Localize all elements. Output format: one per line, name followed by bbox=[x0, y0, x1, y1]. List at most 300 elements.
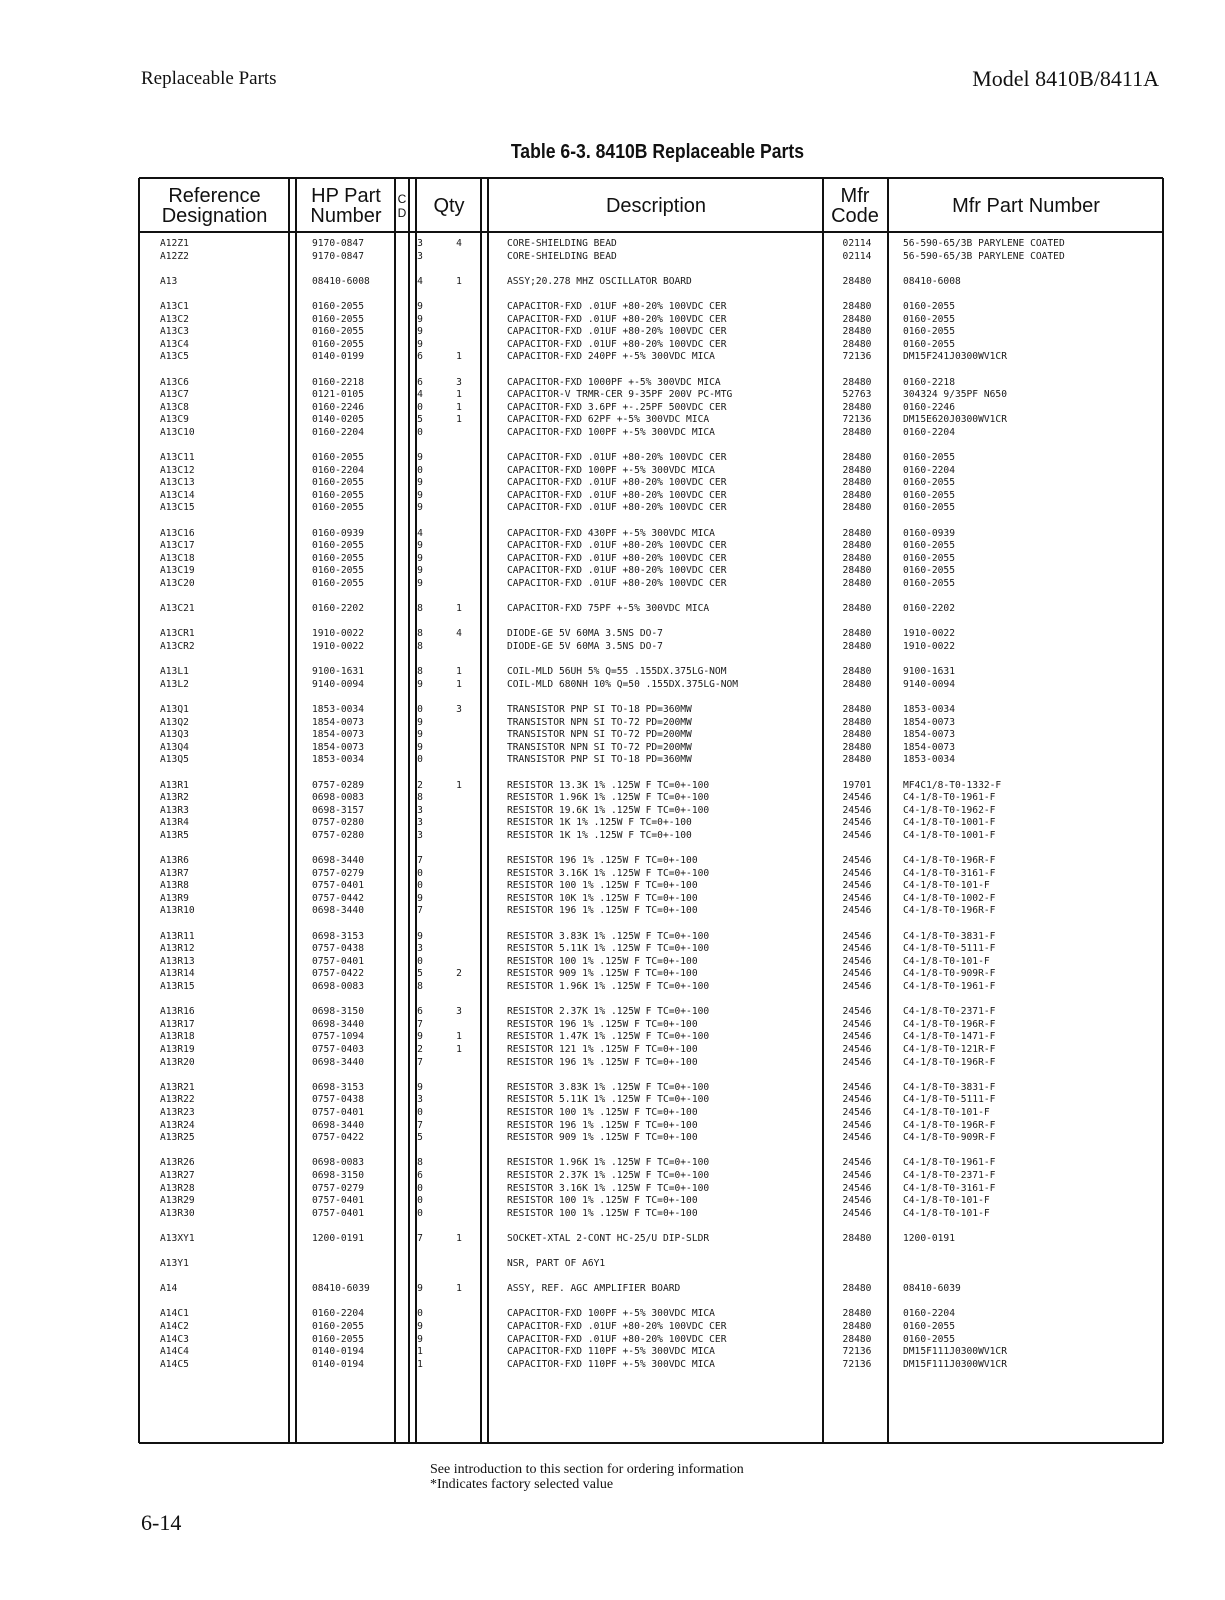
cd-digit: 9 bbox=[417, 552, 423, 564]
table-row bbox=[0, 868, 1225, 881]
description: CAPACITOR-FXD .01UF +80-20% 100VDC CER bbox=[507, 313, 727, 325]
mfr-code: 24546 bbox=[842, 968, 872, 980]
mfr-code: 19701 bbox=[842, 779, 872, 791]
table-row bbox=[0, 251, 1225, 264]
hp-part-number: 1853-0034 bbox=[312, 703, 364, 715]
description: TRANSISTOR NPN SI TO-72 PD=200MW bbox=[507, 716, 692, 728]
mfr-code: 28480 bbox=[842, 300, 872, 312]
ref-designation: A13C8 bbox=[160, 401, 189, 413]
mfr-part-number: C4-1/8-T0-1002-F bbox=[903, 892, 996, 904]
ref-designation: A13R14 bbox=[160, 968, 195, 980]
cd-digit: 6 bbox=[417, 351, 423, 363]
mfr-part-number: 0160-2055 bbox=[903, 552, 955, 564]
ref-designation: A13C15 bbox=[160, 502, 195, 514]
table-row bbox=[0, 1057, 1225, 1070]
ref-designation: A13R20 bbox=[160, 1056, 195, 1068]
ref-designation: A13R3 bbox=[160, 804, 189, 816]
cd-digit: 7 bbox=[417, 1056, 423, 1068]
col-header-reference-designation: Reference Designation bbox=[161, 185, 268, 227]
mfr-code: 28480 bbox=[842, 741, 872, 753]
hp-part-number: 0140-0199 bbox=[312, 351, 364, 363]
cd-digit: 9 bbox=[417, 313, 423, 325]
cd-digit: 3 bbox=[417, 250, 423, 262]
mfr-code: 28480 bbox=[842, 452, 872, 464]
cd-digit: 9 bbox=[417, 729, 423, 741]
cd-digit: 7 bbox=[417, 1018, 423, 1030]
description: RESISTOR 10K 1% .125W F TC=0+-100 bbox=[507, 892, 698, 904]
cd-digit: 9 bbox=[417, 565, 423, 577]
hp-part-number: 0757-0442 bbox=[312, 892, 364, 904]
description: TRANSISTOR NPN SI TO-72 PD=200MW bbox=[507, 729, 692, 741]
description: RESISTOR 2.37K 1% .125W F TC=0+-100 bbox=[507, 1006, 710, 1018]
mfr-code: 24546 bbox=[842, 880, 872, 892]
mfr-code: 28480 bbox=[842, 1308, 872, 1320]
group-spacer bbox=[0, 1069, 1225, 1082]
description: CAPACITOR-FXD 110PF +-5% 300VDC MICA bbox=[507, 1358, 715, 1370]
ref-designation: A13R28 bbox=[160, 1182, 195, 1194]
hp-part-number: 0757-0438 bbox=[312, 943, 364, 955]
factory-selected-note: *Indicates factory selected value bbox=[430, 1477, 614, 1492]
description: CAPACITOR-FXD .01UF +80-20% 100VDC CER bbox=[507, 489, 727, 501]
mfr-code: 24546 bbox=[842, 905, 872, 917]
table-row bbox=[0, 490, 1225, 503]
mfr-part-number: 0160-2055 bbox=[903, 326, 955, 338]
table-row bbox=[0, 427, 1225, 440]
mfr-code: 28480 bbox=[842, 1232, 872, 1244]
mfr-part-number: 0160-2055 bbox=[903, 578, 955, 590]
hp-part-number: 0757-0401 bbox=[312, 1106, 364, 1118]
ref-designation: A13R5 bbox=[160, 829, 189, 841]
hp-part-number: 9140-0094 bbox=[312, 678, 364, 690]
mfr-part-number: 08410-6039 bbox=[903, 1283, 961, 1295]
hp-part-number: 0160-2055 bbox=[312, 489, 364, 501]
col-header-cd: C D bbox=[397, 192, 407, 220]
page-number: 6-14 bbox=[141, 1510, 182, 1535]
description: CORE-SHIELDING BEAD bbox=[507, 238, 617, 249]
description: CAPACITOR-FXD 430PF +-5% 300VDC MICA bbox=[507, 527, 715, 539]
table-row bbox=[0, 565, 1225, 578]
cd-digit: 5 bbox=[417, 414, 423, 426]
hp-part-number: 0757-0438 bbox=[312, 1094, 364, 1106]
mfr-code: 28480 bbox=[842, 502, 872, 514]
qty: 1 bbox=[456, 678, 462, 690]
hp-part-number: 0757-0280 bbox=[312, 817, 364, 829]
description: RESISTOR 3.16K 1% .125W F TC=0+-100 bbox=[507, 1182, 710, 1194]
mfr-part-number: 1910-0022 bbox=[903, 628, 955, 640]
description: CAPACITOR-FXD 62PF +-5% 300VDC MICA bbox=[507, 414, 710, 426]
hp-part-number: 0160-2055 bbox=[312, 313, 364, 325]
ref-designation: A13R1 bbox=[160, 779, 189, 791]
description: CAPACITOR-FXD .01UF +80-20% 100VDC CER bbox=[507, 552, 727, 564]
group-spacer bbox=[0, 1296, 1225, 1309]
cd-digit: 6 bbox=[417, 1006, 423, 1018]
ref-designation: A12Z2 bbox=[160, 250, 189, 262]
group-spacer bbox=[0, 654, 1225, 667]
group-spacer bbox=[0, 918, 1225, 931]
hp-part-number: 9170-0847 bbox=[312, 238, 364, 249]
hp-part-number: 0698-0083 bbox=[312, 792, 364, 804]
mfr-part-number: C4-1/8-T0-909R-F bbox=[903, 968, 996, 980]
description: DIODE-GE 5V 60MA 3.5NS DO-7 bbox=[507, 641, 663, 652]
description: RESISTOR 1.96K 1% .125W F TC=0+-100 bbox=[507, 1157, 710, 1169]
table-row bbox=[0, 981, 1225, 994]
description: RESISTOR 100 1% .125W F TC=0+-100 bbox=[507, 1207, 698, 1219]
hp-part-number: 0160-2055 bbox=[312, 1321, 364, 1333]
table-row bbox=[0, 578, 1225, 591]
hp-part-number: 0160-2055 bbox=[312, 477, 364, 489]
cd-digit: 5 bbox=[417, 968, 423, 980]
cd-digit: 0 bbox=[417, 754, 423, 766]
table-row bbox=[0, 805, 1225, 818]
hp-part-number: 9170-0847 bbox=[312, 250, 364, 262]
ref-designation: A12Z1 bbox=[160, 238, 189, 249]
ref-designation: A13R15 bbox=[160, 981, 195, 993]
ref-designation: A14 bbox=[160, 1283, 178, 1295]
cd-digit: 0 bbox=[417, 464, 423, 476]
mfr-part-number: C4-1/8-T0-3831-F bbox=[903, 1081, 996, 1093]
hp-part-number: 0757-0289 bbox=[312, 779, 364, 791]
cd-digit: 0 bbox=[417, 1207, 423, 1219]
ref-designation: A13R21 bbox=[160, 1081, 195, 1093]
hp-part-number: 0160-2246 bbox=[312, 401, 364, 413]
description: CAPACITOR-FXD .01UF +80-20% 100VDC CER bbox=[507, 452, 727, 464]
hp-part-number: 0160-2055 bbox=[312, 578, 364, 590]
table-row bbox=[0, 893, 1225, 906]
mfr-part-number: 0160-2055 bbox=[903, 502, 955, 514]
table-row bbox=[0, 931, 1225, 944]
table-row bbox=[0, 1183, 1225, 1196]
ref-designation: A13R26 bbox=[160, 1157, 195, 1169]
cd-digit: 7 bbox=[417, 1232, 423, 1244]
qty: 1 bbox=[456, 1232, 462, 1244]
mfr-code: 28480 bbox=[842, 628, 872, 640]
group-spacer bbox=[0, 691, 1225, 704]
description: RESISTOR 3.16K 1% .125W F TC=0+-100 bbox=[507, 867, 710, 879]
description: RESISTOR 19.6K 1% .125W F TC=0+-100 bbox=[507, 804, 710, 816]
mfr-part-number: 0160-2055 bbox=[903, 477, 955, 489]
mfr-part-number: 0160-2055 bbox=[903, 1321, 955, 1333]
hp-part-number: 0160-2055 bbox=[312, 502, 364, 514]
mfr-code: 24546 bbox=[842, 1094, 872, 1106]
cd-digit: 8 bbox=[417, 603, 423, 615]
mfr-part-number: 0160-2055 bbox=[903, 540, 955, 552]
mfr-code: 24546 bbox=[842, 867, 872, 879]
mfr-code: 24546 bbox=[842, 1207, 872, 1219]
group-spacer bbox=[0, 263, 1225, 276]
cd-digit: 9 bbox=[417, 477, 423, 489]
hp-part-number: 1854-0073 bbox=[312, 716, 364, 728]
cd-digit: 9 bbox=[417, 1031, 423, 1043]
ref-designation: A13C18 bbox=[160, 552, 195, 564]
table-row bbox=[0, 830, 1225, 843]
mfr-part-number: 0160-0939 bbox=[903, 527, 955, 539]
table-row bbox=[0, 956, 1225, 969]
mfr-part-number: C4-1/8-T0-101-F bbox=[903, 955, 990, 967]
mfr-code: 28480 bbox=[842, 678, 872, 690]
col-header-qty: Qty bbox=[433, 195, 465, 217]
cd-digit: 9 bbox=[417, 578, 423, 590]
hp-part-number: 1910-0022 bbox=[312, 628, 364, 640]
table-row bbox=[0, 880, 1225, 893]
mfr-part-number: 1854-0073 bbox=[903, 741, 955, 753]
mfr-part-number: 0160-2055 bbox=[903, 565, 955, 577]
mfr-code: 28480 bbox=[842, 376, 872, 388]
group-spacer bbox=[0, 515, 1225, 528]
group-spacer bbox=[0, 364, 1225, 377]
cd-digit: 5 bbox=[417, 1132, 423, 1144]
cd-digit: 9 bbox=[417, 540, 423, 552]
table-row bbox=[0, 641, 1225, 654]
hp-part-number: 0698-3440 bbox=[312, 855, 364, 867]
cd-digit: 0 bbox=[417, 955, 423, 967]
description: COIL-MLD 680NH 10% Q=50 .155DX.375LG-NOM bbox=[507, 678, 739, 690]
hp-part-number: 0698-3150 bbox=[312, 1006, 364, 1018]
table-row bbox=[0, 477, 1225, 490]
hp-part-number: 08410-6008 bbox=[312, 275, 370, 287]
cd-digit: 9 bbox=[417, 338, 423, 350]
mfr-code: 24546 bbox=[842, 1157, 872, 1169]
description: TRANSISTOR PNP SI TO-18 PD=360MW bbox=[507, 754, 692, 766]
qty: 1 bbox=[456, 1031, 462, 1043]
ref-designation: A13R22 bbox=[160, 1094, 195, 1106]
table-row bbox=[0, 1208, 1225, 1221]
cd-digit: 8 bbox=[417, 1157, 423, 1169]
mfr-code: 28480 bbox=[842, 603, 872, 615]
qty: 1 bbox=[456, 275, 462, 287]
ref-designation: A13C1 bbox=[160, 300, 189, 312]
mfr-part-number: C4-1/8-T0-1001-F bbox=[903, 829, 996, 841]
description: CAPACITOR-FXD .01UF +80-20% 100VDC CER bbox=[507, 300, 727, 312]
description: COIL-MLD 56UH 5% Q=55 .155DX.375LG-NOM bbox=[507, 666, 727, 678]
table-row bbox=[0, 943, 1225, 956]
group-spacer bbox=[0, 1271, 1225, 1284]
group-spacer bbox=[0, 440, 1225, 453]
mfr-code: 72136 bbox=[842, 1346, 872, 1358]
table-row bbox=[0, 402, 1225, 415]
mfr-part-number: C4-1/8-T0-5111-F bbox=[903, 1094, 996, 1106]
mfr-part-number: 0160-2055 bbox=[903, 338, 955, 350]
ref-designation: A13R4 bbox=[160, 817, 189, 829]
hp-part-number: 0698-3153 bbox=[312, 930, 364, 942]
ref-designation: A13R7 bbox=[160, 867, 189, 879]
cd-digit: 3 bbox=[417, 1094, 423, 1106]
mfr-part-number: C4-1/8-T0-101-F bbox=[903, 1106, 990, 1118]
ref-designation: A13C20 bbox=[160, 578, 195, 590]
cd-digit: 0 bbox=[417, 1182, 423, 1194]
cd-digit: 8 bbox=[417, 628, 423, 640]
ref-designation: A13C17 bbox=[160, 540, 195, 552]
mfr-part-number: 1854-0073 bbox=[903, 729, 955, 741]
description: RESISTOR 196 1% .125W F TC=0+-100 bbox=[507, 855, 698, 867]
mfr-code: 28480 bbox=[842, 489, 872, 501]
ref-designation: A13R29 bbox=[160, 1195, 195, 1207]
qty: 1 bbox=[456, 779, 462, 791]
mfr-code: 28480 bbox=[842, 578, 872, 590]
mfr-part-number: C4-1/8-T0-196R-F bbox=[903, 1056, 996, 1068]
table-row bbox=[0, 780, 1225, 793]
cd-digit: 7 bbox=[417, 1119, 423, 1131]
qty: 1 bbox=[456, 351, 462, 363]
running-header-section: Replaceable Parts bbox=[141, 68, 277, 89]
cd-digit: 8 bbox=[417, 981, 423, 993]
mfr-part-number: 1854-0073 bbox=[903, 716, 955, 728]
mfr-part-number: C4-1/8-T0-2371-F bbox=[903, 1169, 996, 1181]
description: ASSY;20.278 MHZ OSCILLATOR BOARD bbox=[507, 275, 692, 287]
ref-designation: A13R17 bbox=[160, 1018, 195, 1030]
table-row bbox=[0, 666, 1225, 679]
ref-designation: A13R10 bbox=[160, 905, 195, 917]
hp-part-number: 0121-0105 bbox=[312, 389, 364, 401]
hp-part-number: 1853-0034 bbox=[312, 754, 364, 766]
description: RESISTOR 196 1% .125W F TC=0+-100 bbox=[507, 1056, 698, 1068]
mfr-code: 24546 bbox=[842, 1056, 872, 1068]
description: RESISTOR 100 1% .125W F TC=0+-100 bbox=[507, 880, 698, 892]
table-row bbox=[0, 1019, 1225, 1032]
mfr-code: 24546 bbox=[842, 1018, 872, 1030]
mfr-part-number: C4-1/8-T0-196R-F bbox=[903, 905, 996, 917]
hp-part-number: 0757-0401 bbox=[312, 1195, 364, 1207]
hp-part-number: 0757-0280 bbox=[312, 829, 364, 841]
qty: 1 bbox=[456, 666, 462, 678]
hp-part-number: 0160-2055 bbox=[312, 565, 364, 577]
table-row bbox=[0, 1346, 1225, 1359]
cd-digit: 9 bbox=[417, 716, 423, 728]
mfr-code: 24546 bbox=[842, 1081, 872, 1093]
qty: 3 bbox=[456, 703, 462, 715]
table-row bbox=[0, 679, 1225, 692]
description: ASSY, REF. AGC AMPLIFIER BOARD bbox=[507, 1283, 681, 1295]
cd-digit: 9 bbox=[417, 1081, 423, 1093]
mfr-code: 28480 bbox=[842, 313, 872, 325]
table-row bbox=[0, 729, 1225, 742]
qty: 4 bbox=[456, 238, 462, 249]
cd-digit: 8 bbox=[417, 666, 423, 678]
mfr-code: 28480 bbox=[842, 275, 872, 287]
table-row bbox=[0, 465, 1225, 478]
hp-part-number: 0757-0401 bbox=[312, 955, 364, 967]
ref-designation: A14C4 bbox=[160, 1346, 189, 1358]
description: CORE-SHIELDING BEAD bbox=[507, 250, 617, 262]
description: TRANSISTOR NPN SI TO-72 PD=200MW bbox=[507, 741, 692, 753]
group-spacer bbox=[0, 767, 1225, 780]
description: CAPACITOR-FXD 100PF +-5% 300VDC MICA bbox=[507, 464, 715, 476]
description: RESISTOR 100 1% .125W F TC=0+-100 bbox=[507, 1195, 698, 1207]
table-row bbox=[0, 792, 1225, 805]
group-spacer bbox=[0, 591, 1225, 604]
mfr-part-number: 56-590-65/3B PARYLENE COATED bbox=[903, 250, 1065, 262]
mfr-code: 28480 bbox=[842, 552, 872, 564]
description: RESISTOR 13.3K 1% .125W F TC=0+-100 bbox=[507, 779, 710, 791]
ref-designation: A13R8 bbox=[160, 880, 189, 892]
hp-part-number: 0757-0401 bbox=[312, 1207, 364, 1219]
ref-designation: A13C11 bbox=[160, 452, 195, 464]
description: RESISTOR 909 1% .125W F TC=0+-100 bbox=[507, 968, 698, 980]
table-row bbox=[0, 502, 1225, 515]
mfr-code: 24546 bbox=[842, 792, 872, 804]
ref-designation: A13Q2 bbox=[160, 716, 189, 728]
cd-digit: 0 bbox=[417, 401, 423, 413]
qty: 3 bbox=[456, 1006, 462, 1018]
table-row bbox=[0, 704, 1225, 717]
mfr-part-number: 1910-0022 bbox=[903, 641, 955, 652]
table-row bbox=[0, 1258, 1225, 1271]
group-spacer bbox=[0, 288, 1225, 301]
ref-designation: A13R18 bbox=[160, 1031, 195, 1043]
cd-digit: 0 bbox=[417, 426, 423, 438]
qty: 2 bbox=[456, 968, 462, 980]
table-row bbox=[0, 1157, 1225, 1170]
description: CAPACITOR-FXD 240PF +-5% 300VDC MICA bbox=[507, 351, 715, 363]
description: RESISTOR 1.96K 1% .125W F TC=0+-100 bbox=[507, 792, 710, 804]
cd-digit: 0 bbox=[417, 1308, 423, 1320]
mfr-code: 28480 bbox=[842, 641, 872, 652]
ref-designation: A13Y1 bbox=[160, 1258, 189, 1270]
col-header-mfr-code: Mfr Code bbox=[831, 185, 879, 227]
ref-designation: A13R13 bbox=[160, 955, 195, 967]
table-row bbox=[0, 1233, 1225, 1246]
mfr-part-number: C4-1/8-T0-196R-F bbox=[903, 1119, 996, 1131]
mfr-part-number: C4-1/8-T0-3831-F bbox=[903, 930, 996, 942]
cd-digit: 8 bbox=[417, 792, 423, 804]
description: CAPACITOR-FXD .01UF +80-20% 100VDC CER bbox=[507, 1321, 727, 1333]
mfr-part-number: 08410-6008 bbox=[903, 275, 961, 287]
mfr-part-number: 304324 9/35PF N650 bbox=[903, 389, 1007, 401]
table-row bbox=[0, 855, 1225, 868]
running-header-model: Model 8410B/8411A bbox=[972, 66, 1159, 91]
description: CAPACITOR-FXD .01UF +80-20% 100VDC CER bbox=[507, 1333, 727, 1345]
mfr-part-number: 0160-2246 bbox=[903, 401, 955, 413]
table-row bbox=[0, 817, 1225, 830]
ref-designation: A13Q4 bbox=[160, 741, 189, 753]
mfr-part-number: C4-1/8-T0-1471-F bbox=[903, 1031, 996, 1043]
ref-designation: A13XY1 bbox=[160, 1232, 195, 1244]
table-row bbox=[0, 905, 1225, 918]
mfr-part-number: 0160-2204 bbox=[903, 1308, 955, 1320]
ref-designation: A13C10 bbox=[160, 426, 195, 438]
description: RESISTOR 5.11K 1% .125W F TC=0+-100 bbox=[507, 1094, 710, 1106]
hp-part-number: 0160-2204 bbox=[312, 1308, 364, 1320]
cd-digit: 0 bbox=[417, 880, 423, 892]
mfr-code: 28480 bbox=[842, 1333, 872, 1345]
cd-digit: 8 bbox=[417, 641, 423, 652]
qty: 1 bbox=[456, 1283, 462, 1295]
table-row bbox=[0, 528, 1225, 541]
hp-part-number: 0698-3157 bbox=[312, 804, 364, 816]
cd-digit: 4 bbox=[417, 275, 423, 287]
description: SOCKET-XTAL 2-CONT HC-25/U DIP-SLDR bbox=[507, 1232, 710, 1244]
mfr-code: 24546 bbox=[842, 1044, 872, 1055]
cd-digit: 0 bbox=[417, 1106, 423, 1118]
group-spacer bbox=[0, 1145, 1225, 1158]
ref-designation: A14C5 bbox=[160, 1358, 189, 1370]
description: CAPACITOR-FXD 100PF +-5% 300VDC MICA bbox=[507, 426, 715, 438]
hp-part-number: 0160-2055 bbox=[312, 1333, 364, 1345]
ref-designation: A13R9 bbox=[160, 892, 189, 904]
hp-part-number: 1910-0022 bbox=[312, 641, 364, 652]
group-spacer bbox=[0, 1246, 1225, 1259]
ref-designation: A13R30 bbox=[160, 1207, 195, 1219]
mfr-code: 28480 bbox=[842, 716, 872, 728]
mfr-code: 24546 bbox=[842, 1119, 872, 1131]
cd-digit: 9 bbox=[417, 326, 423, 338]
cd-digit: 9 bbox=[417, 1283, 423, 1295]
hp-part-number: 0698-3440 bbox=[312, 1119, 364, 1131]
cd-digit: 9 bbox=[417, 452, 423, 464]
table-title: Table 6-3. 8410B Replaceable Parts bbox=[510, 141, 805, 163]
ref-designation: A13L1 bbox=[160, 666, 189, 678]
cd-digit: 1 bbox=[417, 1346, 423, 1358]
table-row bbox=[0, 1170, 1225, 1183]
